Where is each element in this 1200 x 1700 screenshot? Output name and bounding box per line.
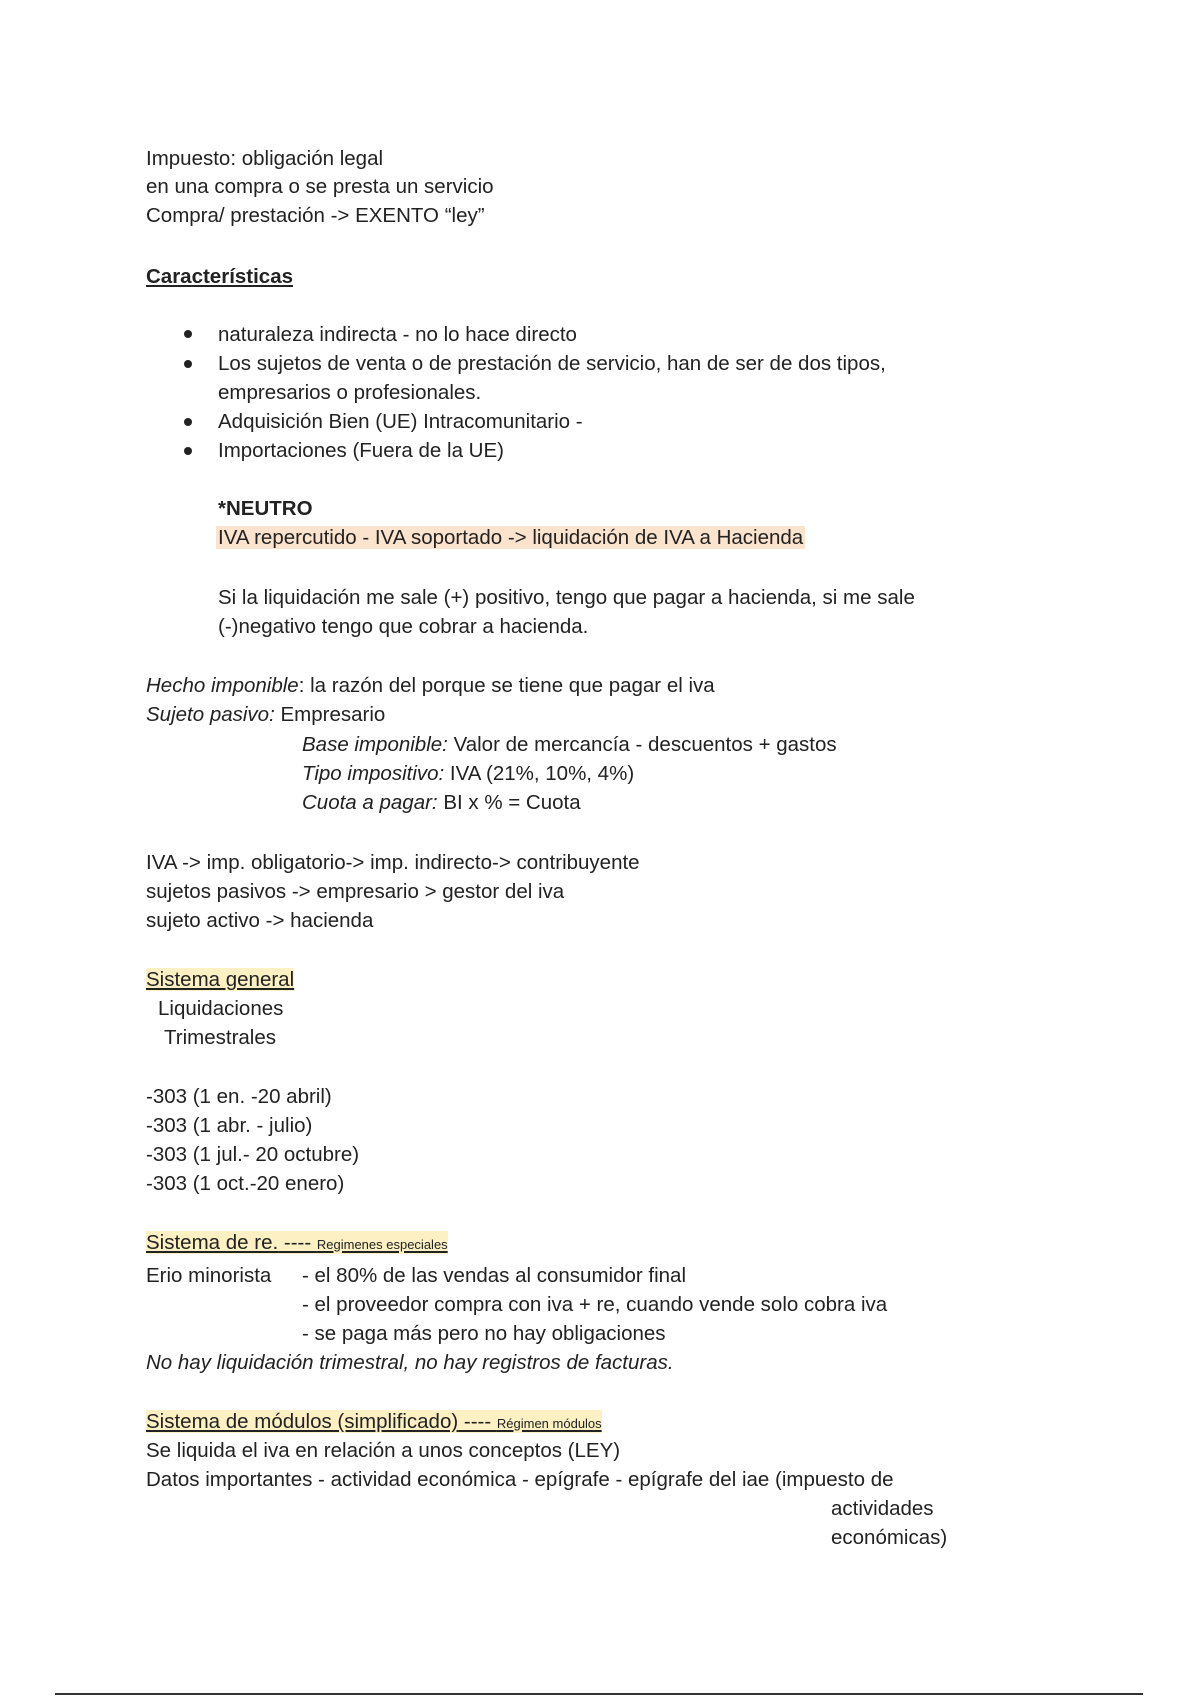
sistema-modulos-line-3: actividades — [831, 1497, 934, 1520]
bullet-item: Adquisición Bien (UE) Intracomunitario - — [218, 410, 583, 433]
section-heading-sistema-general — [146, 966, 294, 993]
bullet-icon — [184, 360, 192, 368]
hecho-imponible-label: Hecho imponible — [146, 674, 299, 697]
neutro-paragraph-line-1: Si la liquidación me sale (+) positivo, tengo que pagar a hacienda, si me sale — [218, 586, 915, 609]
bullet-item-continuation: empresarios o profesionales. — [218, 381, 482, 404]
sistema-re-heading-text — [146, 1231, 448, 1254]
sistema-modulos-dashes: ---- — [458, 1410, 497, 1433]
sujeto-pasivo-text: Empresario — [274, 703, 386, 726]
sistema-general-item: -303 (1 en. -20 abril) — [146, 1085, 332, 1108]
sistema-re-line-2: - el proveedor compra con iva + re, cuando vende solo cobra iva — [302, 1293, 888, 1316]
iva-summary-line-2: sujetos pasivos -> empresario > gestor del iva — [146, 880, 565, 903]
base-imponible-line — [302, 731, 837, 758]
sistema-general-sub-2: Trimestrales — [164, 1026, 276, 1049]
neutro-title: *NEUTRO — [218, 497, 313, 520]
bullet-item: naturaleza indirecta - no lo hace directo — [218, 323, 577, 346]
tipo-impositivo-label: Tipo impositivo: — [302, 762, 445, 785]
sistema-general-item: -303 (1 jul.- 20 octubre) — [146, 1143, 360, 1166]
iva-summary-line-1: IVA -> imp. obligatorio-> imp. indirecto-> contribuyente — [146, 851, 640, 874]
base-imponible-text: Valor de mercancía - descuentos + gastos — [447, 733, 837, 756]
sistema-modulos-heading-text — [146, 1410, 602, 1433]
hecho-imponible-line — [146, 672, 715, 699]
sistema-re-label: Erio minorista — [146, 1264, 272, 1287]
hecho-imponible-text: : la razón del porque se tiene que pagar el iva — [298, 674, 715, 697]
sistema-modulos-tag: Régimen módulos — [496, 1416, 602, 1431]
sistema-re-line-3: - se paga más pero no hay obligaciones — [302, 1322, 666, 1345]
sistema-modulos-line-4: económicas) — [831, 1526, 948, 1549]
bullet-icon — [184, 418, 192, 426]
sistema-re-title: Sistema de re. — [146, 1231, 279, 1254]
neutro-paragraph-line-2: (-)negativo tengo que cobrar a hacienda. — [218, 615, 589, 638]
base-imponible-label: Base imponible: — [302, 733, 448, 756]
section-heading-caracteristicas: Características — [146, 265, 294, 288]
iva-summary-line-3: sujeto activo -> hacienda — [146, 909, 374, 932]
cuota-line — [302, 789, 581, 816]
bullet-icon — [184, 447, 192, 455]
tipo-impositivo-line — [302, 760, 634, 787]
sistema-re-line-1: - el 80% de las vendas al consumidor final — [302, 1264, 687, 1287]
intro-line-3: Compra/ prestación -> EXENTO “ley” — [146, 204, 485, 227]
sistema-modulos-title: Sistema de módulos (simplificado) — [146, 1410, 459, 1433]
intro-line-2: en una compra o se presta un servicio — [146, 175, 494, 198]
sistema-re-note: No hay liquidación trimestral, no hay registros de facturas. — [146, 1351, 674, 1374]
tipo-impositivo-text: IVA (21%, 10%, 4%) — [444, 762, 635, 785]
sistema-general-item: -303 (1 abr. - julio) — [146, 1114, 313, 1137]
sistema-modulos-line-1: Se liquida el iva en relación a unos conceptos (LEY) — [146, 1439, 621, 1462]
sistema-general-item: -303 (1 oct.-20 enero) — [146, 1172, 345, 1195]
intro-line-1: Impuesto: obligación legal — [146, 147, 384, 170]
neutro-highlight — [216, 524, 805, 551]
section-heading-sistema-modulos — [146, 1408, 602, 1437]
sistema-re-tag: Regimenes especiales — [316, 1237, 448, 1252]
sujeto-pasivo-line — [146, 701, 385, 728]
sistema-general-heading-text: Sistema general — [146, 968, 295, 991]
bullet-icon — [184, 330, 192, 338]
sistema-general-sub-1: Liquidaciones — [158, 997, 284, 1020]
sistema-modulos-line-2: Datos importantes - actividad económica - epígrafe - epígrafe del iae (impuesto de — [146, 1468, 894, 1491]
page-bottom-divider — [55, 1693, 1143, 1695]
neutro-highlight-text: IVA repercutido - IVA soportado -> liquidación de IVA a Hacienda — [218, 526, 804, 549]
sujeto-pasivo-label: Sujeto pasivo: — [146, 703, 275, 726]
cuota-text: BI x % = Cuota — [437, 791, 581, 814]
bullet-item: Importaciones (Fuera de la UE) — [218, 439, 504, 462]
cuota-label: Cuota a pagar: — [302, 791, 438, 814]
section-heading-sistema-re — [146, 1229, 448, 1258]
sistema-re-dashes: ---- — [278, 1231, 317, 1254]
bullet-item: Los sujetos de venta o de prestación de servicio, han de ser de dos tipos, — [218, 352, 886, 375]
